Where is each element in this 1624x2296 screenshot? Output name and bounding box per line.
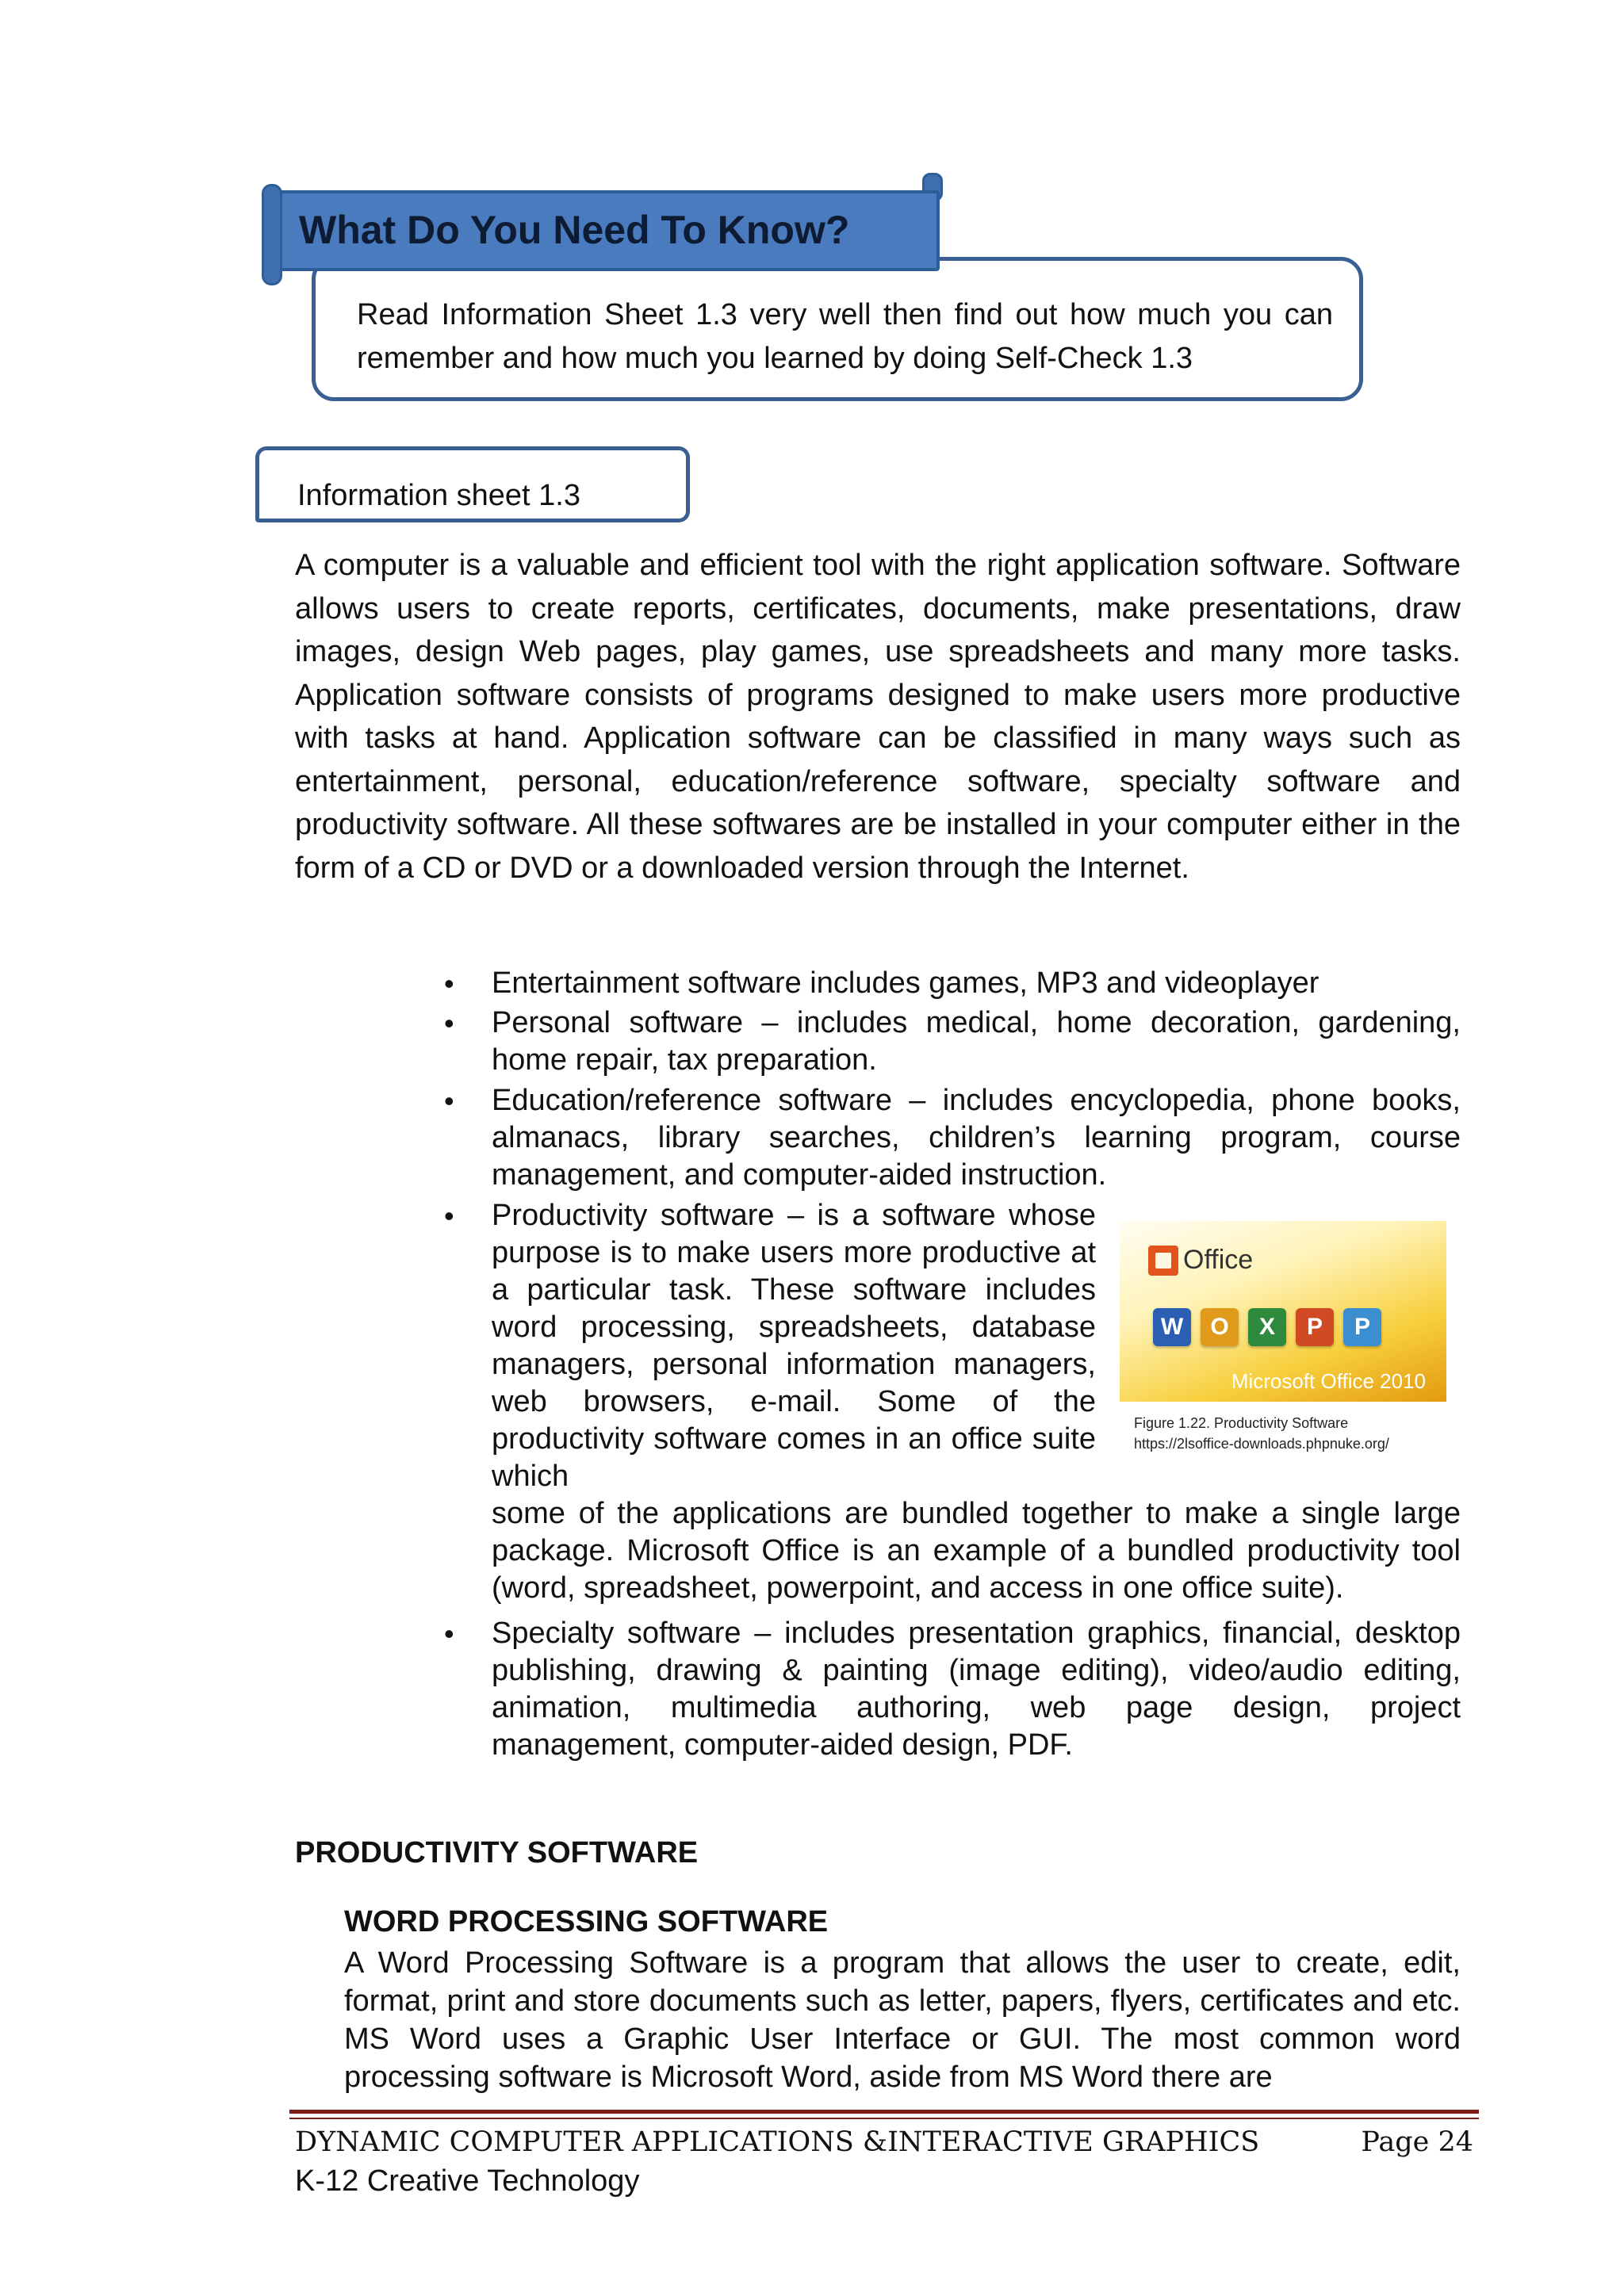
list-item — [444, 1004, 1461, 1079]
list-item-text-wrapped: Productivity software – is a software whose purpose is to make users more productive at a particular task. These software includes word processing, spreadsheets, database managers, personal information managers, web browsers, e-mail. Some of the productivity software comes in an office suite which — [492, 1199, 1096, 1493]
office-app-icon: O — [1201, 1308, 1239, 1346]
list-item — [444, 1082, 1461, 1194]
office-version-text: Microsoft Office 2010 — [1231, 1369, 1426, 1393]
footer-rule-thin — [289, 2118, 1479, 2119]
bullet-icon: • — [444, 1200, 454, 1232]
bullet-icon: • — [444, 967, 454, 1000]
footer-subtitle: K-12 Creative Technology — [295, 2164, 640, 2198]
bullet-icon: • — [444, 1085, 454, 1117]
list-item — [444, 1615, 1461, 1764]
figure-caption-title: Figure 1.22. Productivity Software — [1134, 1415, 1349, 1431]
info-sheet-label: Information sheet 1.3 — [297, 479, 580, 512]
bullet-icon: • — [444, 1617, 454, 1650]
app-icon-row — [1153, 1308, 1381, 1346]
office-app-icon: P — [1296, 1308, 1334, 1346]
bullet-icon: • — [444, 1007, 454, 1039]
section-heading: PRODUCTIVITY SOFTWARE — [295, 1836, 699, 1869]
banner-title: What Do You Need To Know? — [299, 208, 850, 252]
list-item-text: Specialty software – includes presentation graphics, financial, desktop publishing, drawing & painting (image editing), video/audio editing, animation, multimedia authoring, web page design, project management, computer-aided design, PDF. — [492, 1617, 1461, 1762]
figure-caption-source: https://2lsoffice-downloads.phpnuke.org/ — [1134, 1436, 1389, 1452]
office-logo-text: Office — [1183, 1245, 1254, 1275]
office-logo-icon — [1148, 1246, 1178, 1276]
info-sheet-tab — [255, 446, 690, 522]
office-app-icon: W — [1153, 1308, 1191, 1346]
office-app-icon: P — [1343, 1308, 1381, 1346]
intro-text: Read Information Sheet 1.3 very well then find out how much you can remember and how much you learned by doing Self-Check 1.3 — [357, 298, 1333, 375]
list-item-text: Education/reference software – includes encyclopedia, phone books, almanacs, library searches, children’s learning program, course management, and computer-aided instruction. — [492, 1084, 1461, 1192]
intro-box — [312, 257, 1363, 401]
list-item-text-continued: some of the applications are bundled together to make a single large package. Microsoft Office is an example of a bundled productivity tool (word, spreadsheet, powerpoint, and access in one office suite). — [492, 1497, 1461, 1605]
banner-curl-left — [262, 184, 282, 285]
office-logo — [1148, 1245, 1253, 1276]
word-processing-paragraph: A Word Processing Software is a program that allows the user to create, edit, format, print and store documents such as letter, papers, flyers, certificates and etc. MS Word uses a Graphic User Interface or GUI. The most common word processing software is Microsoft Word, aside from MS Word there are — [344, 1946, 1461, 2094]
list-item — [444, 965, 1461, 1002]
footer-rule — [289, 2110, 1479, 2114]
list-item-text: Entertainment software includes games, MP3 and videoplayer — [492, 966, 1320, 1000]
subsection-heading: WORD PROCESSING SOFTWARE — [344, 1905, 829, 1938]
figure-caption — [1134, 1413, 1389, 1454]
footer-course-title: DYNAMIC COMPUTER APPLICATIONS &INTERACTIVE GRAPHICS — [295, 2126, 1260, 2158]
office-app-icon: X — [1248, 1308, 1286, 1346]
intro-paragraph: A computer is a valuable and efficient tool with the right application software. Software allows users to create reports, certificates, documents, make presentations, draw images, design Web pages, play games, use spreadsheets and many more tasks. Application software consists of programs designed to make users more productive with tasks at hand. Application software can be classified in many ways such as entertainment, personal, education/reference software, specialty software and productivity software. All these softwares are be installed in your computer either in the form of a CD or DVD or a downloaded version through the Internet. — [295, 549, 1461, 885]
section-banner — [267, 190, 940, 271]
list-item-text: Personal software – includes medical, home decoration, gardening, home repair, tax preparation. — [492, 1006, 1461, 1077]
office-figure — [1120, 1221, 1446, 1402]
page-number: Page 24 — [1361, 2126, 1473, 2158]
